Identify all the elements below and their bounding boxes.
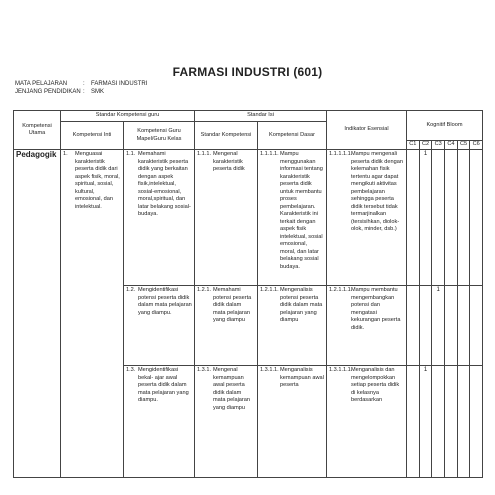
indikator-esensial-cell: 1.2.1.1.1. Mampu membantu mengembangkan potensi dan mengatasi kekurangan peserta didik. [327,286,407,366]
page-title: FARMASI INDUSTRI (601) [172,65,323,79]
header-c1: C1 [407,141,420,150]
indikator-esensial-cell: 1.3.1.1.1. Menganalisis dan mengelompokkan setiap peserta didik di kelasnya berdasarkan [327,366,407,478]
header-kompetensi-guru-mapel: Kompetensi Guru Mapel/Guru Kelas [124,122,195,150]
bloom-cell [445,150,458,286]
bloom-cell [457,366,470,478]
bloom-cell [407,286,420,366]
header-kompetensi-inti: Kompetensi Inti [61,122,124,150]
bloom-cell [470,366,483,478]
kompetensi-inti-cell: 1. Menguasai karakteristik peserta didik dari aspek fisik, moral, spiritual, sosial, kultural, emosional, dan intelektual. [61,150,124,478]
header-c5: C5 [457,141,470,150]
bloom-cell [407,366,420,478]
bloom-cell [445,286,458,366]
header-standar-kompetensi-guru: Standar Kompetensi guru [61,111,195,122]
meta-jenjang-pendidikan: JENJANG PENDIDIKAN : SMK [15,89,105,95]
bloom-cell [457,286,470,366]
kompetensi-guru-cell: 1.1. Memahami karakteristik peserta didik yang berkaitan dengan aspek fisik,intelektual, sosial-emosional, moral,spiritual, dan latar belakang sosial-budaya. [124,150,195,286]
kompetensi-guru-cell: 1.2. Mengidentifikasi potensi peserta didik dalam mata pelajaran yang diampu. [124,286,195,366]
bloom-cell [445,366,458,478]
table-row [14,150,483,286]
meta-label: MATA PELAJARAN [15,81,68,87]
header-standar-kompetensi: Standar Kompetensi [195,122,258,150]
header-standar-isi: Standar Isi [195,111,327,122]
bloom-cell [407,150,420,286]
kompetensi-dasar-cell: 1.2.1.1. Mengenalisis potensi peserta didik dalam mata pelajaran yang diampu [258,286,327,366]
header-kognitif-bloom: Kognitif Bloom [407,111,483,141]
header-c6: C6 [470,141,483,150]
indikator-esensial-cell: 1.1.1.1.1. Mampu mengenali peserta didik dengan kelemahan fisik tertentu agar dapat mengikuti aktivitas pembelajaran sehingga peserta didik tersebut tidak termarjinalkan (tersisihkan, diolok-olok, minder, dsb.) [327,150,407,286]
bloom-cell [419,286,432,366]
bloom-cell [457,150,470,286]
header-c3: C3 [432,141,445,150]
bloom-cell [432,366,445,478]
standar-kompetensi-cell: 1.1.1. Mengenal karakteristik peserta didik [195,150,258,286]
bloom-cell [432,150,445,286]
header-indikator-esensial: Indikator Esensial [327,111,407,150]
kompetensi-guru-cell: 1.3. Mengidentifikasi bekal- ajar awal peserta didik dalam mata pelajaran yang diampu. [124,366,195,478]
header-c4: C4 [445,141,458,150]
header-c2: C2 [419,141,432,150]
meta-mata-pelajaran: MATA PELAJARAN : FARMASI INDUSTRI [15,81,148,87]
header-kompetensi-dasar: Kompetensi Dasar [258,122,327,150]
kompetensi-dasar-cell: 1.1.1.1. Mampu menggunakan informasi tentang karakteristik peserta didik untuk membantu proses pembelajaran. Karakteristik ini terkait dengan aspek fisik intelektual, sosial emosional, moral, dan latar belakang sosial budaya. [258,150,327,286]
kompetensi-utama-cell: Pedagogik [14,150,61,478]
standar-kompetensi-cell: 1.2.1. Memahami potensi peserta didik dalam mata pelajaran yang diampu [195,286,258,366]
bloom-cell [470,286,483,366]
bloom-cell: 1 [419,150,432,286]
bloom-cell: 1 [419,366,432,478]
header-kompetensi-utama: Kompetensi Utama [14,111,61,150]
bloom-cell [470,150,483,286]
meta-label: JENJANG PENDIDIKAN [15,89,81,95]
kompetensi-dasar-cell: 1.3.1.1. Menganalisis kemampuan awal peserta [258,366,327,478]
meta-value: FARMASI INDUSTRI [91,81,148,87]
bloom-cell: 1 [432,286,445,366]
standar-kompetensi-cell: 1.3.1. Mengenal kemampuan awal peserta didik dalam mata pelajaran yang diampu [195,366,258,478]
meta-value: SMK [91,89,105,95]
competency-table [13,110,483,478]
